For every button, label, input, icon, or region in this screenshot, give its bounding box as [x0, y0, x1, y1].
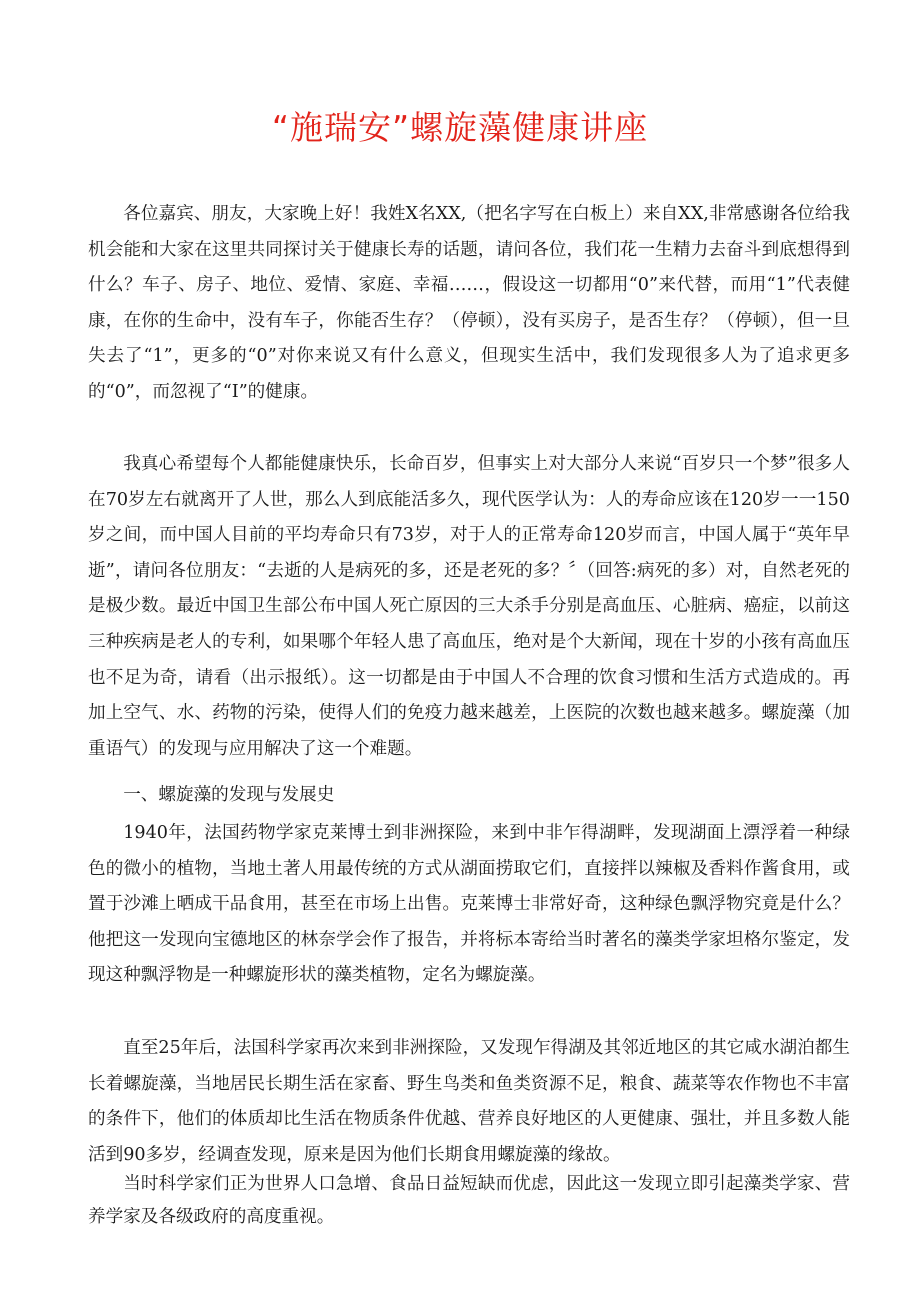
paragraph-discovery-1940 — [88, 816, 850, 994]
paragraph-text: 1940年，法国药物学家克莱博士到非洲探险，来到中非乍得湖畔，发现湖面上漂浮着一种绿色的微小的植物，当地土著人用最传统的方式从湖面捞取它们，直接拌以辣椒及香料作酱食用，或置于沙滩上晒成干品食用，甚至在市场上出售。克莱博士非常好奇，这种绿色飘浮物究竟是什么？他把这一发现向宝德地区的林奈学会作了报告，并将标本寄给当时著名的藻类学家坦格尔鉴定，发现这种飘浮物是一种螺旋形状的藻类植物，定名为螺旋藻。 — [88, 823, 850, 986]
paragraph-lifespan — [88, 447, 850, 767]
paragraph-attention — [88, 1168, 850, 1234]
section-heading — [88, 778, 850, 814]
section-heading-text: 一、螺旋藻的发现与发展史 — [123, 785, 335, 805]
paragraph-text: 我真心希望每个人都能健康快乐，长命百岁，但事实上对大部分人来说“百岁只一个梦”很多人在70岁左右就离开了人世，那么人到底能活多久，现代医学认为：人的寿命应该在120岁一一150岁之间，而中国人目前的平均寿命只有73岁，对于人的正常寿命120岁而言，中国人属于“英年早逝”，请问各位朋友：“去逝的人是病死的多，还是老死的多？〞（回答:病死的多）对，自然老死的是极少数。最近中国卫生部公布中国人死亡原因的三大杀手分别是高血压、心脏病、癌症，以前这三种疾病是老人的专利，如果哪个年轻人患了高血压，绝对是个大新闻，现在十岁的小孩有高血压也不足为奇，请看（出示报纸）。这一切都是由于中国人不合理的饮食习惯和生活方式造成的。再加上空气、水、药物的污染，使得人们的免疫力越来越差，上医院的次数也越来越多。螺旋藻（加重语气）的发现与应用解决了这一个难题。 — [88, 454, 850, 759]
paragraph-greeting — [88, 197, 850, 411]
paragraph-discovery-25-years — [88, 1031, 850, 1173]
paragraph-text: 直至25年后，法国科学家再次来到非洲探险，又发现乍得湖及其邻近地区的其它咸水湖泊都生长着螺旋藻，当地居民长期生活在家畜、野生鸟类和鱼类资源不足，粮食、蔬菜等农作物也不丰富的条件下，他们的体质却比生活在物质条件优越、营养良好地区的人更健康、强壮，并且多数人能活到90多岁，经调查发现，原来是因为他们长期食用螺旋藻的缘故。 — [88, 1038, 850, 1165]
paragraph-text: 当时科学家们正为世界人口急增、食品日益短缺而优虑，因此这一发现立即引起藻类学家、营养学家及各级政府的高度重视。 — [88, 1174, 850, 1227]
document-title: “施瑞安”螺旋藻健康讲座 — [271, 108, 649, 147]
paragraph-text: 各位嘉宾、朋友，大家晚上好！我姓X名XX,（把名字写在白板上）来自XX,非常感谢各位给我机会能和大家在这里共同探讨关于健康长寿的话题，请问各位，我们花一生精力去奋斗到底想得到什么？车子、房子、地位、爱情、家庭、幸福……，假设这一切都用“0”来代替，而用“1”代表健康，在你的生命中，没有车子，你能否生存？（停顿），没有买房子，是否生存？（停顿），但一旦失去了“1”，更多的“0”对你来说又有什么意义，但现实生活中，我们发现很多人为了追求更多的“0”，而忽视了“I”的健康。 — [88, 204, 850, 402]
